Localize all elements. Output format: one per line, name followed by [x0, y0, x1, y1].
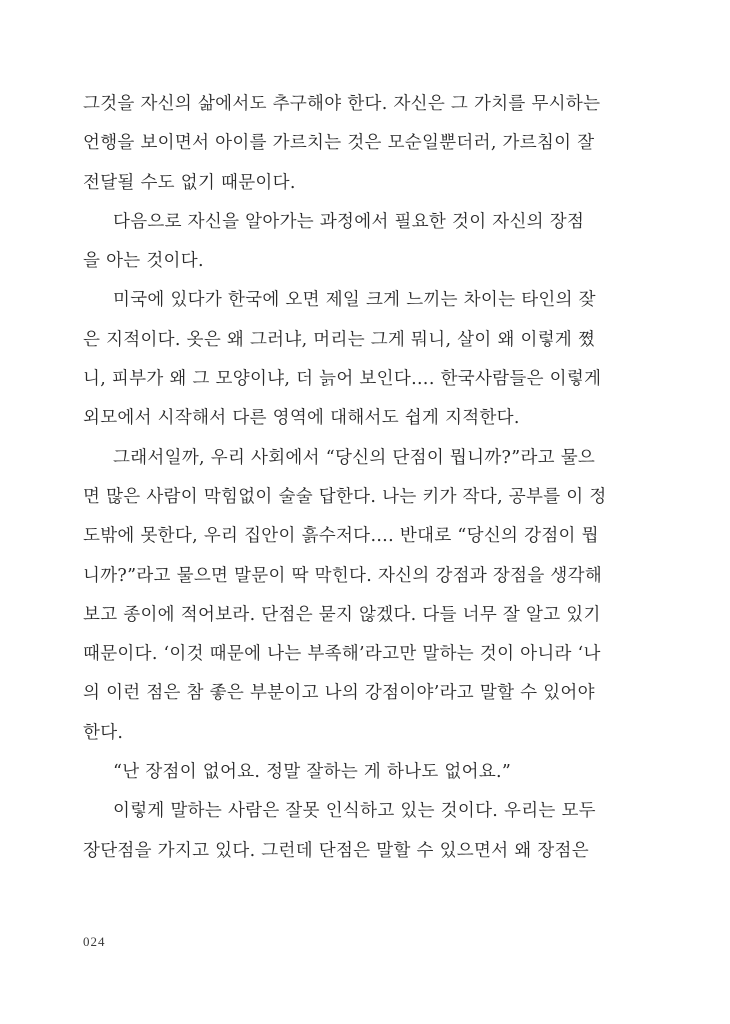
paragraph	[83, 281, 602, 438]
text-line: 그래서일까, 우리 사회에서 “당신의 단점이 뭡니까?”라고 물으	[113, 447, 596, 468]
text-line: 때문이다. ‘이것 때문에 나는 부족해’라고만 말하는 것이 아니라 ‘나	[83, 644, 601, 665]
text-line: 미국에 있다가 한국에 오면 제일 크게 느끼는 차이는 타인의 잦	[113, 290, 596, 311]
text-line: 의 이런 점은 참 좋은 부분이고 나의 강점이야’라고 말할 수 있어야	[83, 683, 595, 704]
text-line: 한다.	[83, 722, 124, 743]
text-line: 은 지적이다. 옷은 왜 그러냐, 머리는 그게 뭐니, 살이 왜 이렇게 쪘	[83, 329, 596, 350]
paragraph	[83, 203, 585, 282]
paragraph	[83, 439, 607, 753]
text-line: 도밖에 못한다, 우리 집안이 흙수저다…. 반대로 “당신의 강점이 뭡	[83, 526, 599, 547]
paragraph	[83, 792, 596, 871]
body-text	[83, 85, 607, 871]
text-line: 이렇게 말하는 사람은 잘못 인식하고 있는 것이다. 우리는 모두	[113, 801, 596, 822]
paragraph	[83, 85, 601, 203]
text-line: 니, 피부가 왜 그 모양이냐, 더 늙어 보인다…. 한국사람들은 이렇게	[83, 369, 602, 390]
text-line: 다음으로 자신을 알아가는 과정에서 필요한 것이 자신의 장점	[113, 211, 585, 232]
text-line: “난 장점이 없어요. 정말 잘하는 게 하나도 없어요.”	[113, 762, 512, 783]
text-line: 을 아는 것이다.	[83, 251, 204, 272]
text-line: 그것을 자신의 삶에서도 추구해야 한다. 자신은 그 가치를 무시하는	[83, 94, 601, 114]
text-line: 외모에서 시작해서 다른 영역에 대해서도 쉽게 지적한다.	[83, 408, 520, 429]
page-number: 024	[83, 934, 106, 949]
text-line: 장단점을 가지고 있다. 그런데 단점은 말할 수 있으면서 왜 장점은	[83, 840, 589, 861]
text-line: 보고 종이에 적어보라. 단점은 묻지 않겠다. 다들 너무 잘 알고 있기	[83, 604, 601, 625]
quote-paragraph	[83, 753, 580, 792]
text-line: 니까?”라고 물으면 말문이 딱 막힌다. 자신의 강점과 장점을 생각해	[83, 565, 603, 586]
text-line: 언행을 보이면서 아이를 가르치는 것은 모순일뿐더러, 가르침이 잘	[83, 133, 595, 154]
text-line: 면 많은 사람이 막힘없이 술술 답한다. 나는 키가 작다, 공부를 이 정	[83, 486, 607, 507]
text-line: 전달될 수도 없기 때문이다.	[83, 172, 296, 193]
